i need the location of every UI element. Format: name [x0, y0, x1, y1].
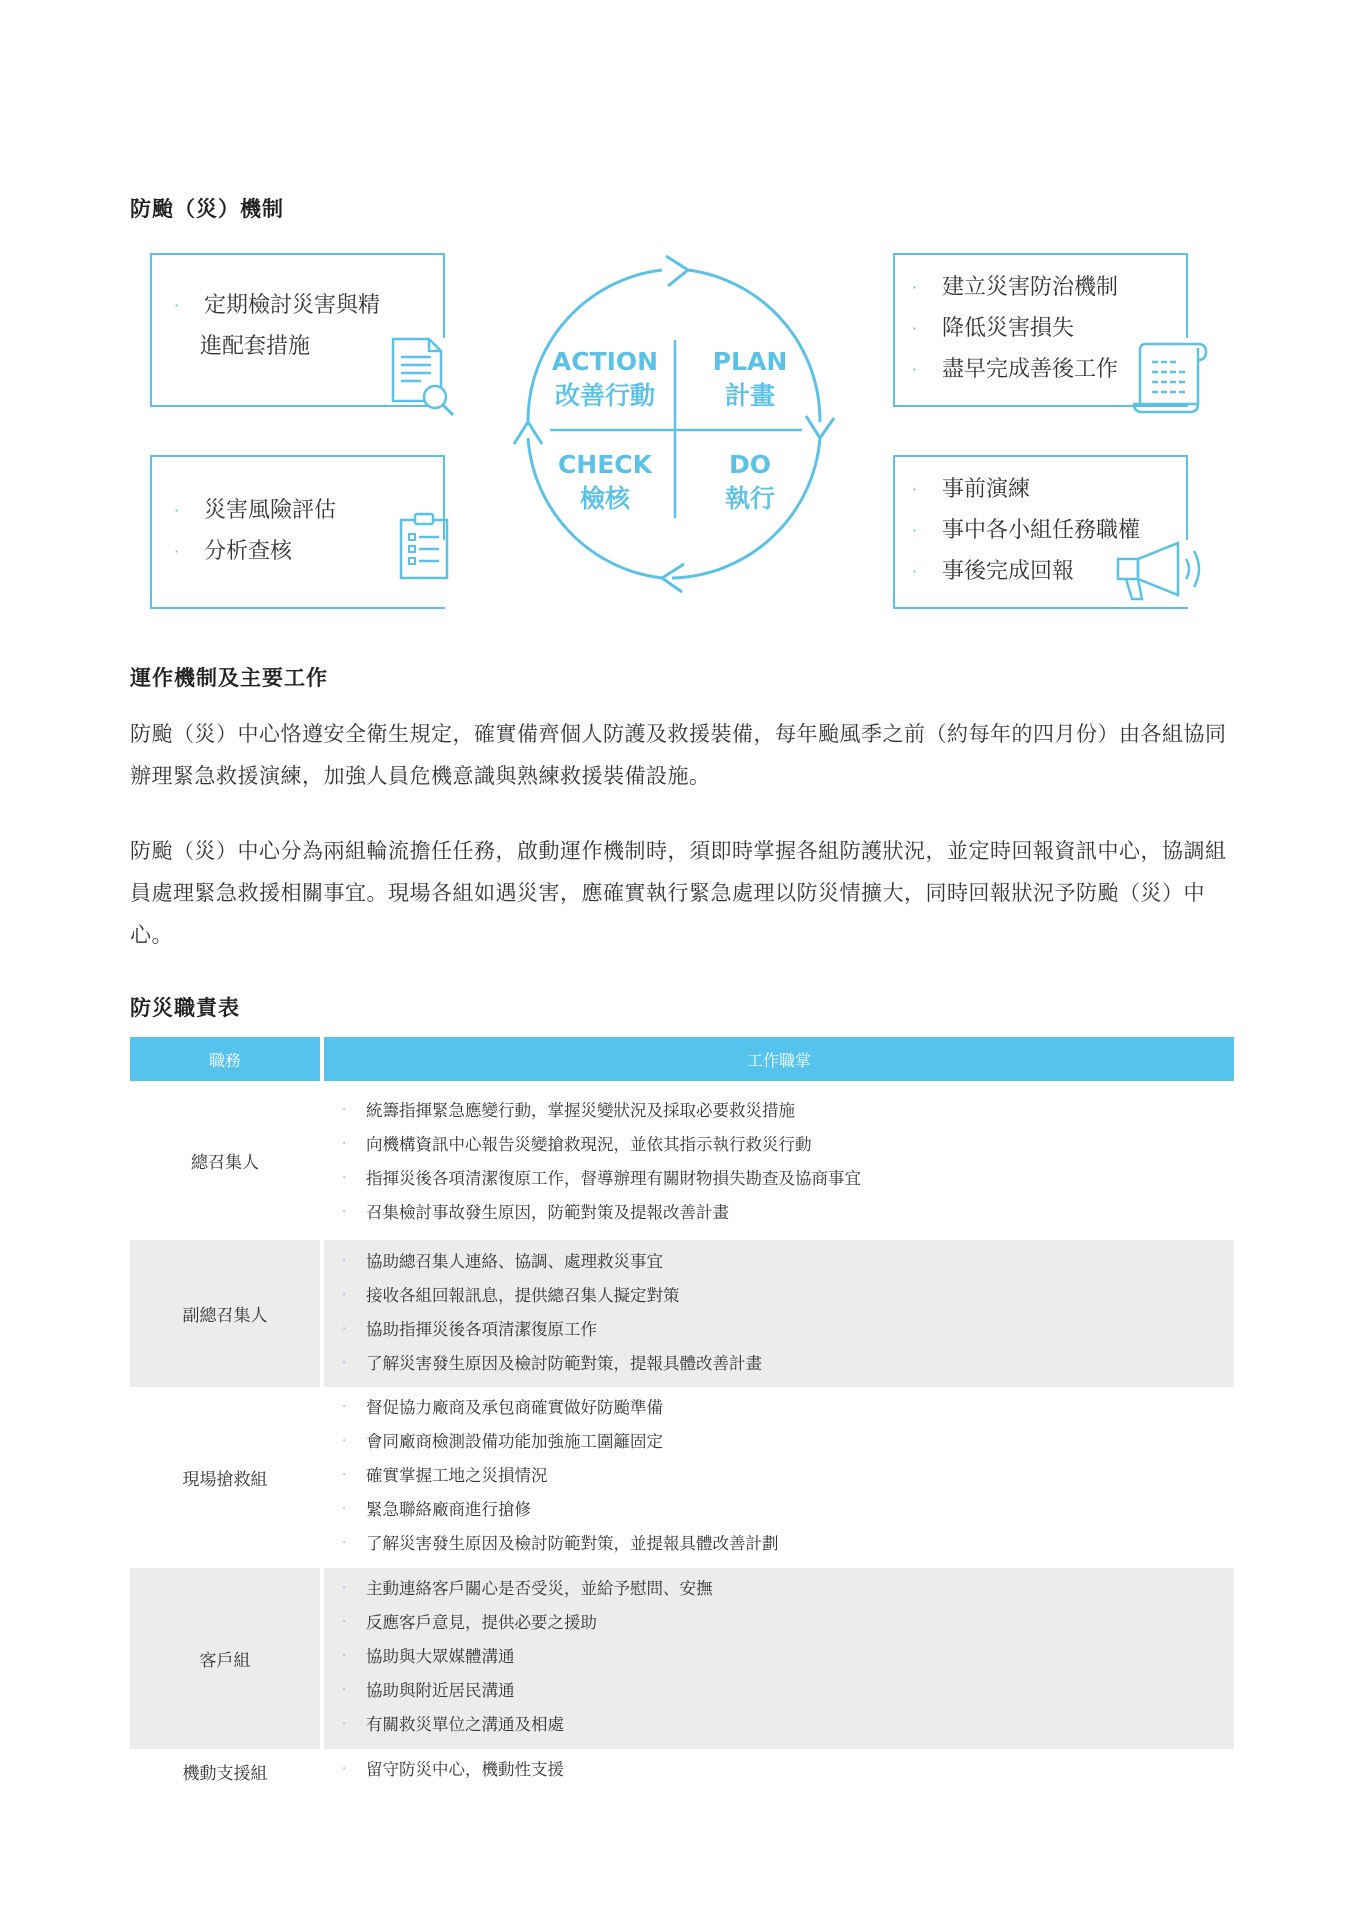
list-item: · 了解災害發生原因及檢討防範對策，並提報具體改善計劃 [342, 1534, 779, 1553]
role-cell: 客戶組 [199, 1651, 251, 1671]
duty-title: 防災職責表 [130, 996, 240, 1020]
clipboard-icon [395, 510, 460, 610]
action-label: ACTION 改善行動 [551, 347, 659, 410]
check-list [174, 490, 336, 572]
list-item: · 協助與附近居民溝通 [342, 1681, 515, 1700]
duties-cell [324, 1081, 1234, 1240]
list-item: · 建立災害防治機制 [912, 275, 1119, 300]
list-item: · 協助與大眾媒體溝通 [342, 1647, 515, 1666]
action-list [174, 285, 380, 367]
scroll-icon [1130, 340, 1220, 420]
list-item: · 會同廠商檢測設備功能加強施工圍籬固定 [342, 1432, 663, 1451]
do-list [912, 469, 1140, 592]
list-item: · 接收各組回報訊息，提供總召集人擬定對策 [342, 1286, 680, 1305]
mechanism-title: 防颱（災）機制 [130, 197, 284, 221]
list-item: · 指揮災後各項清潔復原工作，督導辦理有關財物損失勘查及協商事宜 [342, 1169, 861, 1188]
table-row [130, 1387, 1234, 1568]
list-item: · 召集檢討事故發生原因，防範對策及提報改善計畫 [342, 1203, 729, 1222]
list-item: · 主動連絡客戶關心是否受災，並給予慰問、安撫 [342, 1579, 713, 1598]
plan-list [912, 267, 1118, 390]
list-item: · 災害風險評估 [174, 498, 337, 523]
duty-table [130, 1037, 1234, 1793]
check-label: CHECK 檢核 [557, 450, 653, 513]
list-item: · 事中各小組任務職權 [912, 518, 1141, 543]
list-item: · 定期檢討災害與精 [174, 293, 381, 318]
table-row [130, 1568, 1234, 1749]
header-duty: 工作職掌 [746, 1050, 811, 1070]
duties-cell [324, 1568, 1234, 1749]
list-item: · 反應客戶意見，提供必要之援助 [342, 1613, 597, 1632]
table-row [130, 1081, 1234, 1240]
role-cell: 機動支援組 [182, 1763, 268, 1784]
document-search-icon [385, 335, 465, 435]
duties-cell [324, 1387, 1234, 1568]
list-item: · 協助總召集人連絡、協調、處理救災事宜 [342, 1252, 663, 1271]
list-item: · 向機構資訊中心報告災變搶救現況，並依其指示執行救災行動 [342, 1135, 812, 1154]
do-label: DO 執行 [724, 450, 775, 513]
table-row [130, 1240, 1234, 1387]
list-item: · 留守防災中心，機動性支援 [342, 1760, 564, 1779]
megaphone-icon [1112, 535, 1222, 615]
list-item: 進配套措施 [200, 334, 311, 359]
table-header [130, 1037, 1234, 1081]
plan-label: PLAN 計畫 [712, 347, 788, 410]
arrow-right-icon [666, 256, 688, 286]
role-cell: 副總召集人 [182, 1306, 268, 1326]
list-item: · 盡早完成善後工作 [912, 357, 1119, 382]
list-item: · 了解災害發生原因及檢討防範對策，提報具體改善計畫 [342, 1354, 762, 1373]
role-cell: 現場搶救組 [182, 1470, 268, 1490]
list-item: · 協助指揮災後各項清潔復原工作 [342, 1320, 597, 1339]
list-item: · 統籌指揮緊急應變行動，掌握災變狀況及採取必要救災措施 [342, 1101, 795, 1120]
list-item: · 督促協力廠商及承包商確實做好防颱準備 [342, 1398, 663, 1417]
paragraph: 防颱（災）中心分為兩組輪流擔任任務，啟動運作機制時，須即時掌握各組防護狀況，並定時回報資訊中心，協調組員處理緊急救援相關事宜。現場各組如遇災害，應確實執行緊急處理以防災情擴大，同時回報狀況予防颱（災）中心。 [130, 839, 1227, 947]
role-cell: 總召集人 [191, 1153, 259, 1173]
list-item: · 事前演練 [912, 477, 1031, 502]
header-role: 職務 [208, 1050, 241, 1070]
operation-title: 運作機制及主要工作 [130, 666, 328, 690]
table-row [130, 1749, 1234, 1793]
duties-cell [324, 1749, 1234, 1793]
list-item: · 有關救災單位之溝通及相處 [342, 1715, 564, 1734]
list-item: · 確實掌握工地之災損情況 [342, 1466, 548, 1485]
duties-cell [324, 1240, 1234, 1387]
list-item: · 降低災害損失 [912, 316, 1075, 341]
list-item: · 緊急聯絡廠商進行搶修 [342, 1500, 531, 1519]
list-item: · 事後完成回報 [912, 559, 1075, 584]
pdca-cycle [490, 240, 870, 620]
paragraph: 防颱（災）中心恪遵安全衛生規定，確實備齊個人防護及救援裝備，每年颱風季之前（約每年的四月份）由各組協同辦理緊急救援演練，加強人員危機意識與熟練救援裝備設施。 [130, 722, 1227, 788]
list-item: · 分析查核 [174, 539, 293, 564]
